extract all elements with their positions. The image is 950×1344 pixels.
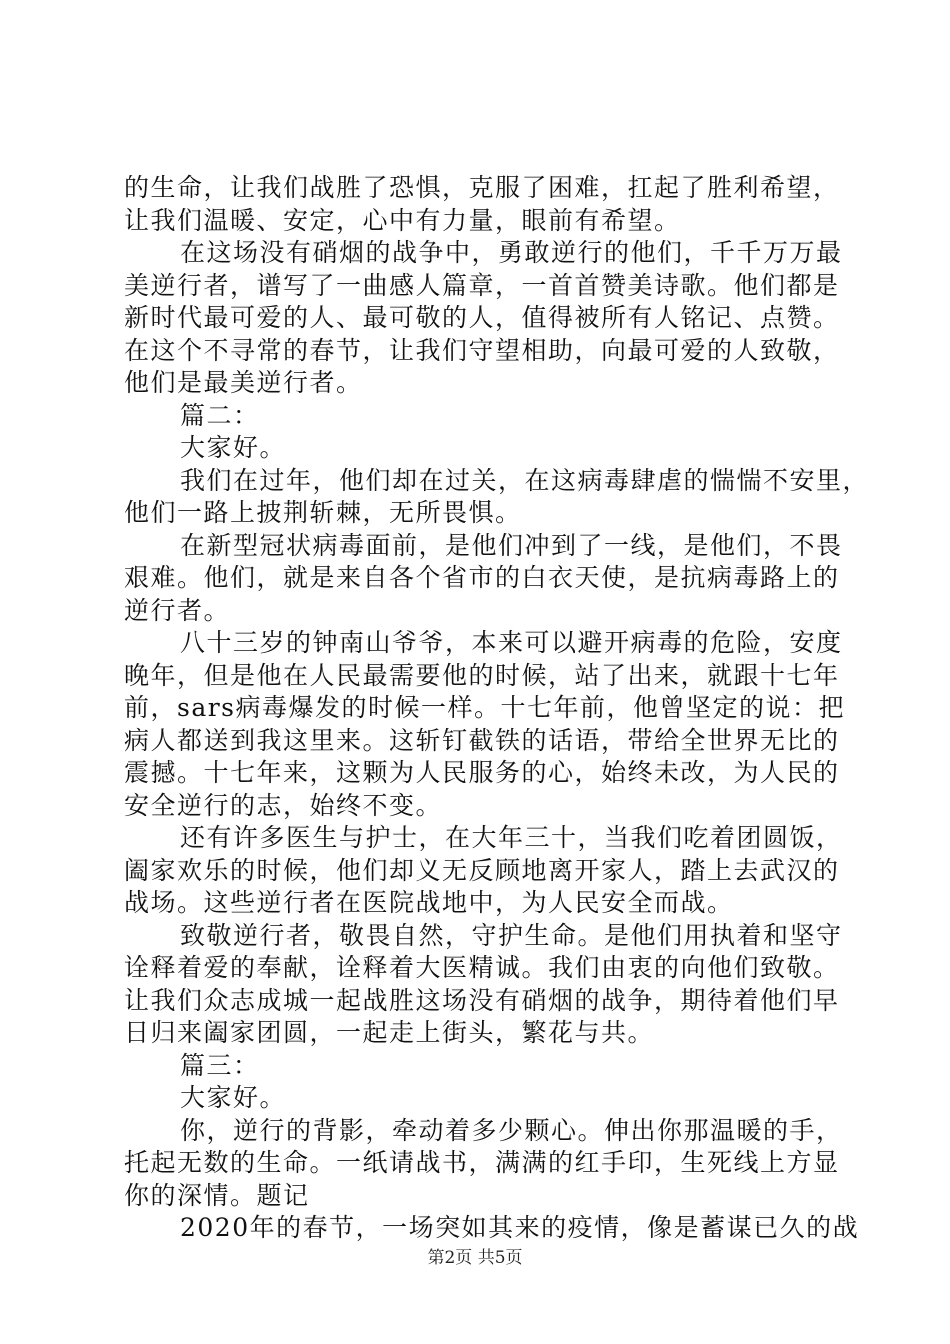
text-line: 2020年的春节，一场突如其来的疫情，像是蓄谋已久的战: [180, 1213, 860, 1242]
text-line: 你的深情。题记: [124, 1180, 310, 1210]
text-line: 八十三岁的钟南山爷爷，本来可以避开病毒的危险，安度: [180, 628, 843, 657]
text-line: 大家好。: [180, 433, 287, 462]
text-line: 还有许多医生与护士，在大年三十，当我们吃着团圆饭，: [180, 823, 843, 852]
text-line: 你，逆行的背影，牵动着多少颗心。伸出你那温暖的手，: [180, 1115, 843, 1145]
text-line: 艰难。他们，就是来自各个省市的白衣天使，是抗病毒路上的: [124, 563, 840, 592]
text-line: 逆行者。: [124, 595, 231, 625]
text-line: 前，sars病毒爆发的时候一样。十七年前，他曾坚定的说：把: [124, 693, 846, 722]
text-line: 战场。这些逆行者在医院战地中，为人民安全而战。: [124, 888, 734, 917]
document-body: [124, 172, 870, 1245]
text-line: 的生命，让我们战胜了恐惧，克服了困难，扛起了胜利希望，: [124, 173, 840, 202]
text-line: 在这个不寻常的春节，让我们守望相助，向最可爱的人致敬，: [124, 335, 840, 365]
text-line: 大家好。: [180, 1083, 287, 1112]
page-footer: 第2页 共5页: [427, 1248, 523, 1268]
text-line: 美逆行者，谱写了一曲感人篇章，一首首赞美诗歌。他们都是: [124, 270, 840, 300]
text-line: 安全逆行的志，始终不变。: [124, 790, 443, 820]
text-line: 在新型冠状病毒面前，是他们冲到了一线，是他们，不畏: [180, 530, 843, 560]
text-line: 致敬逆行者，敬畏自然，守护生命。是他们用执着和坚守: [180, 920, 843, 950]
text-line: 篇三：: [180, 1050, 260, 1080]
text-line: 我们在过年，他们却在过关，在这病毒肆虐的惴惴不安里，: [180, 465, 870, 495]
text-line: 在这场没有硝烟的战争中，勇敢逆行的他们，千千万万最: [180, 238, 843, 267]
text-line: 震撼。十七年来，这颗为人民服务的心，始终未改，为人民的: [124, 758, 840, 787]
text-line: 病人都送到我这里来。这斩钉截铁的话语，带给全世界无比的: [124, 725, 840, 755]
text-line: 晚年，但是他在人民最需要他的时候，站了出来，就跟十七年: [124, 660, 840, 690]
text-line: 诠释着爱的奉献，诠释着大医精诚。我们由衷的向他们致敬。: [124, 953, 840, 982]
text-line: 他们是最美逆行者。: [124, 368, 363, 397]
text-line: 阖家欢乐的时候，他们却义无反顾地离开家人，踏上去武汉的: [124, 855, 840, 885]
text-line: 日归来阖家团圆，一起走上街头，繁花与共。: [124, 1018, 655, 1047]
text-line: 托起无数的生命。一纸请战书，满满的红手印，生死线上方显: [124, 1148, 840, 1177]
text-line: 篇二：: [180, 400, 260, 430]
text-line: 新时代最可爱的人、最可敬的人，值得被所有人铭记、点赞。: [124, 303, 840, 332]
text-line: 让我们温暖、安定，心中有力量，眼前有希望。: [124, 205, 681, 235]
text-line: 让我们众志成城一起战胜这场没有硝烟的战争，期待着他们早: [124, 985, 840, 1015]
text-line: 他们一路上披荆斩棘，无所畏惧。: [124, 498, 522, 527]
